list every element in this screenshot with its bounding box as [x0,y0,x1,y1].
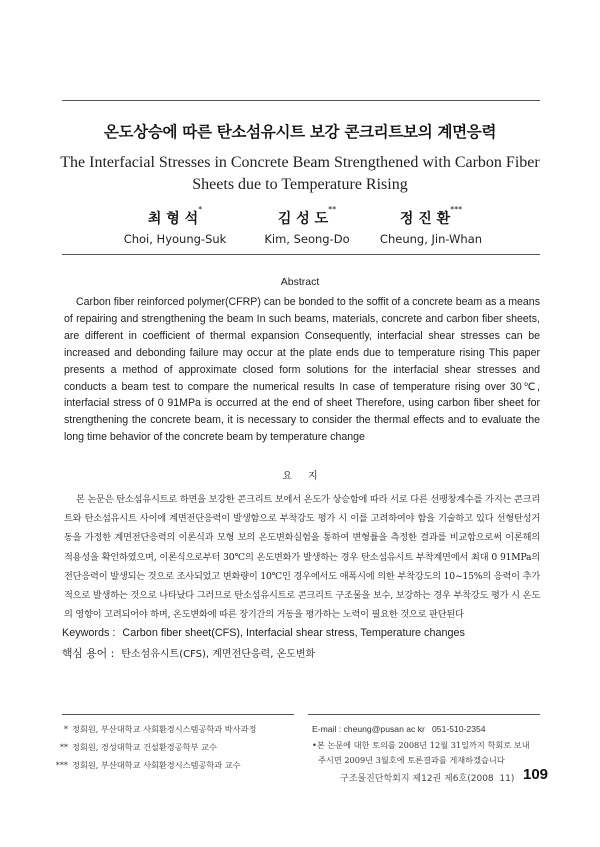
affiliation-1: * 정회원, 부산대학교 사회환경시스템공학과 박사과정 [63,724,257,734]
paper-title-english-line2: Sheets due to Temperature Rising [192,176,408,193]
author-1 [100,205,250,246]
affiliation-3: *** 정회원, 부산대학교 사회환경시스템공학과 교수 [55,760,241,770]
authors-bottom-rule [62,254,540,255]
author-3 [356,205,506,246]
keywords-english-values: Carbon fiber sheet(CFS), Interfacial shear stress, Temperature changes [122,627,465,639]
korean-abstract-text: 본 논문은 탄소섬유시트로 하면을 보강한 콘크리트 보에서 온도가 상승함에 따라 서로 다른 선팽창계수를 가지는 콘크리트와 탄소섬유시트 사이에 계면전단응력이 발생함으로 부착강도 평가 시 이를 고려하여야 함을 기술하고 있다 선형탄성거동을 가정한 계면전단응력의 이론식과 모형 보의 온도변화실험을 통하여 변형률을 측정한 결과를 비교함으로써 이론해의 적용성을 확인하였으며, 이론식으로부터 30℃의 온도변화가 발생하는 경우 탄소섬유시트 부착계면에서 최대 0 91MPa의 전단응력이 발생되는 것으로 조사되었고 변화량이 10℃인 경우에서도 애폭시에 의한 부착강도의 10~15%의 응력이 추가적으로 발생하는 것으로 나타났다 그러므로 탄소섬유시트로 콘크리트 구조물을 보수, 보강하는 경우 부착강도 평가 시 온도의 영향이 고려되어야 하며, 온도변화에 따른 장기간의 거동을 평가하는 노력이 필요한 것으로 판단된다 [64,494,540,621]
discussion-notice-line2: 주시면 2009년 3월호에 토론결과를 게재하겠습니다 [318,755,505,765]
abstract-heading: Abstract [280,276,320,288]
title-top-rule [62,100,540,101]
keywords-korean-values: 탄소섬유시트(CFS), 계면전단응력, 온도변화 [121,649,316,660]
discussion-notice-line1: •본 논문에 대한 토의를 2008년 12월 31일까지 학회로 보내 [312,739,530,750]
affiliation-2: ** 정회원, 경성대학교 건설환경공학부 교수 [59,742,217,752]
corresponding-email: E-mail : cheung@pusan ac kr 051-510-2354 [312,724,486,734]
journal-footer: 구조물진단학회지 제12권 제6호(2008 11) [340,774,515,784]
keywords-korean-label: 핵심 용어 : [62,647,115,660]
page-number: 109 [523,766,549,783]
abstract-text: Carbon fiber reinforced polymer(CFRP) can be bonded to the soffit of a concrete beam as a means of repairing and strengthening the beam In such beams, materials, concrete and carbon fiber sheets, are different in coefficient of thermal expansion Consequently, interfacial shear stresses can be increased and debonding failure may occur at the plate ends due to temperature rising This paper presents a method of approximate closed form solutions for the interfacial shear stresses and conducts a beam test to compare the numerical results In case of temperature rising over 30℃, interfacial stress of 0 91MPa is occurred at the end of sheet Therefore, using carbon fiber sheet for strengthening the concrete beam, it is necessary to consider the thermal effects and to evaluate the long time behavior of the concrete beam by temperature change [64,296,540,444]
paper-title-korean: 온도상승에 따른 탄소섬유시트 보강 콘크리트보의 계면응력 [103,123,497,141]
paper-title-english-line1: The Interfacial Stresses in Concrete Beam Strengthened with Carbon Fiber [60,154,540,171]
keywords-english [62,627,542,639]
footnote-rule-left [62,714,294,715]
keywords-english-label: Keywords : [62,627,116,639]
correspondence-block [312,722,557,769]
keywords-korean [62,645,542,661]
author-1-name-korean: 최 형 석* [147,205,203,227]
footnote-rule-right [308,714,540,715]
author-2-name-english: Kim, Seong-Do [264,232,350,246]
author-1-name-english: Choi, Hyoung-Suk [123,232,227,246]
author-3-name-korean: 정 진 환*** [399,205,463,227]
author-3-name-english: Cheung, Jin-Whan [379,232,483,246]
korean-abstract-heading: 요 지 [282,471,318,482]
author-affiliations [38,720,303,774]
author-2-name-korean: 김 성 도** [277,205,337,227]
